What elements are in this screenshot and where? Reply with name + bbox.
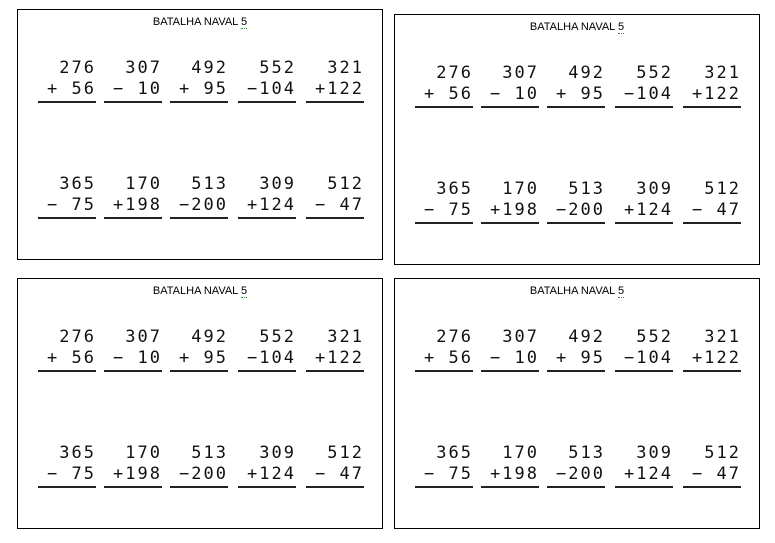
arithmetic-problem [34,58,96,103]
problem-operation: + 95 [556,348,605,368]
answer-line [170,101,228,103]
answer-line [615,486,673,488]
arithmetic-problem [411,179,473,224]
problem-top-number: 513 [191,443,228,463]
worksheet-card-3 [17,278,383,529]
problem-operation: −104 [247,79,296,99]
arithmetic-problem [611,443,673,488]
arithmetic-problem [411,63,473,108]
answer-line [104,217,162,219]
arithmetic-problem [543,443,605,488]
answer-line [38,217,96,219]
problem-operation: − 10 [113,79,162,99]
arithmetic-problem [34,443,96,488]
arithmetic-problem [679,179,741,224]
arithmetic-problem [679,443,741,488]
answer-line [38,486,96,488]
arithmetic-problem [234,443,296,488]
arithmetic-problem [679,327,741,372]
answer-line [415,222,473,224]
answer-line [481,222,539,224]
problem-top-number: 321 [704,63,741,83]
worksheet-card-2 [394,14,760,265]
arithmetic-problem [100,58,162,103]
problem-operation: − 10 [490,348,539,368]
problem-operation: −200 [556,464,605,484]
arithmetic-problem [234,58,296,103]
problem-operation: +198 [490,464,539,484]
answer-line [481,370,539,372]
arithmetic-problem [302,174,364,219]
answer-line [170,370,228,372]
problem-top-number: 492 [568,63,605,83]
answer-line [615,222,673,224]
answer-line [170,486,228,488]
arithmetic-problem [611,63,673,108]
answer-line [306,486,364,488]
problem-operation: −200 [179,464,228,484]
problem-operation: + 95 [556,84,605,104]
problem-top-number: 365 [436,179,473,199]
problem-top-number: 492 [191,327,228,347]
answer-line [615,106,673,108]
problem-top-number: 365 [59,443,96,463]
arithmetic-problem [477,327,539,372]
arithmetic-problem [543,327,605,372]
problem-top-number: 513 [191,174,228,194]
problem-top-number: 309 [259,174,296,194]
problem-operation: +122 [692,348,741,368]
answer-line [104,486,162,488]
arithmetic-problem [477,179,539,224]
problem-operation: +198 [113,464,162,484]
worksheet-card-1 [17,9,383,260]
problem-operation: − 47 [692,200,741,220]
worksheet-title [18,285,382,297]
arithmetic-problem [234,327,296,372]
problem-operation: +122 [692,84,741,104]
title-number: 5 [617,285,625,297]
problem-operation: − 75 [47,464,96,484]
answer-line [170,217,228,219]
answer-line [683,486,741,488]
answer-line [683,106,741,108]
title-text: BATALHA NAVAL [152,16,241,28]
problem-operation: + 95 [179,79,228,99]
arithmetic-problem [477,443,539,488]
problem-operation: +122 [315,348,364,368]
problem-top-number: 307 [502,63,539,83]
arithmetic-problem [411,327,473,372]
answer-line [683,222,741,224]
answer-line [415,486,473,488]
problem-top-number: 513 [568,179,605,199]
problem-top-number: 492 [568,327,605,347]
arithmetic-problem [302,443,364,488]
problem-operation: −104 [624,348,673,368]
title-number: 5 [617,21,625,33]
problem-top-number: 321 [704,327,741,347]
title-text: BATALHA NAVAL [152,285,241,297]
problem-top-number: 307 [125,58,162,78]
problem-top-number: 365 [436,443,473,463]
answer-line [415,106,473,108]
answer-line [547,486,605,488]
problem-operation: − 47 [692,464,741,484]
problem-top-number: 276 [436,327,473,347]
worksheet-card-4 [394,278,760,529]
problem-top-number: 552 [259,58,296,78]
arithmetic-problem [100,327,162,372]
answer-line [615,370,673,372]
problem-operation: − 75 [47,195,96,215]
answer-line [547,370,605,372]
problem-top-number: 276 [436,63,473,83]
arithmetic-problem [166,327,228,372]
title-number: 5 [240,285,248,297]
problem-operation: + 56 [424,348,473,368]
problem-operation: +122 [315,79,364,99]
problem-operation: − 47 [315,195,364,215]
answer-line [104,370,162,372]
problem-top-number: 276 [59,58,96,78]
problem-top-number: 512 [704,443,741,463]
problem-top-number: 552 [636,327,673,347]
title-text: BATALHA NAVAL [529,285,618,297]
problem-operation: − 47 [315,464,364,484]
problem-top-number: 309 [636,443,673,463]
problem-operation: − 10 [113,348,162,368]
problem-operation: + 95 [179,348,228,368]
problem-operation: − 10 [490,84,539,104]
arithmetic-problem [611,327,673,372]
problem-operation: +124 [624,464,673,484]
problem-operation: +124 [247,464,296,484]
answer-line [683,370,741,372]
worksheet-title [395,285,759,297]
problem-top-number: 170 [502,179,539,199]
arithmetic-problem [302,327,364,372]
answer-line [238,370,296,372]
answer-line [547,106,605,108]
problem-operation: −104 [624,84,673,104]
worksheet-title [395,21,759,33]
answer-line [104,101,162,103]
arithmetic-problem [166,174,228,219]
problem-top-number: 276 [59,327,96,347]
worksheet-title [18,16,382,28]
title-text: BATALHA NAVAL [529,21,618,33]
arithmetic-problem [477,63,539,108]
title-number: 5 [240,16,248,28]
answer-line [481,486,539,488]
problem-operation: −104 [247,348,296,368]
arithmetic-problem [166,58,228,103]
problem-operation: + 56 [424,84,473,104]
arithmetic-problem [543,179,605,224]
problem-top-number: 512 [327,174,364,194]
problem-top-number: 170 [125,443,162,463]
arithmetic-problem [543,63,605,108]
problem-top-number: 321 [327,327,364,347]
problem-operation: +124 [247,195,296,215]
problem-operation: + 56 [47,348,96,368]
problem-operation: −200 [179,195,228,215]
problem-top-number: 552 [636,63,673,83]
arithmetic-problem [166,443,228,488]
answer-line [238,217,296,219]
problem-top-number: 170 [502,443,539,463]
answer-line [415,370,473,372]
problem-top-number: 321 [327,58,364,78]
arithmetic-problem [611,179,673,224]
arithmetic-problem [100,443,162,488]
answer-line [481,106,539,108]
answer-line [238,486,296,488]
problem-operation: − 75 [424,200,473,220]
problem-top-number: 552 [259,327,296,347]
problem-top-number: 513 [568,443,605,463]
answer-line [306,217,364,219]
arithmetic-problem [100,174,162,219]
problem-top-number: 307 [125,327,162,347]
answer-line [38,101,96,103]
problem-top-number: 309 [636,179,673,199]
problem-operation: +198 [113,195,162,215]
answer-line [306,370,364,372]
arithmetic-problem [34,327,96,372]
arithmetic-problem [411,443,473,488]
problem-operation: −200 [556,200,605,220]
problem-operation: − 75 [424,464,473,484]
arithmetic-problem [234,174,296,219]
problem-operation: + 56 [47,79,96,99]
arithmetic-problem [302,58,364,103]
problem-operation: +198 [490,200,539,220]
answer-line [547,222,605,224]
arithmetic-problem [679,63,741,108]
answer-line [306,101,364,103]
problem-top-number: 309 [259,443,296,463]
answer-line [238,101,296,103]
problem-top-number: 307 [502,327,539,347]
problem-operation: +124 [624,200,673,220]
problem-top-number: 365 [59,174,96,194]
arithmetic-problem [34,174,96,219]
problem-top-number: 492 [191,58,228,78]
problem-top-number: 512 [327,443,364,463]
answer-line [38,370,96,372]
problem-top-number: 512 [704,179,741,199]
problem-top-number: 170 [125,174,162,194]
